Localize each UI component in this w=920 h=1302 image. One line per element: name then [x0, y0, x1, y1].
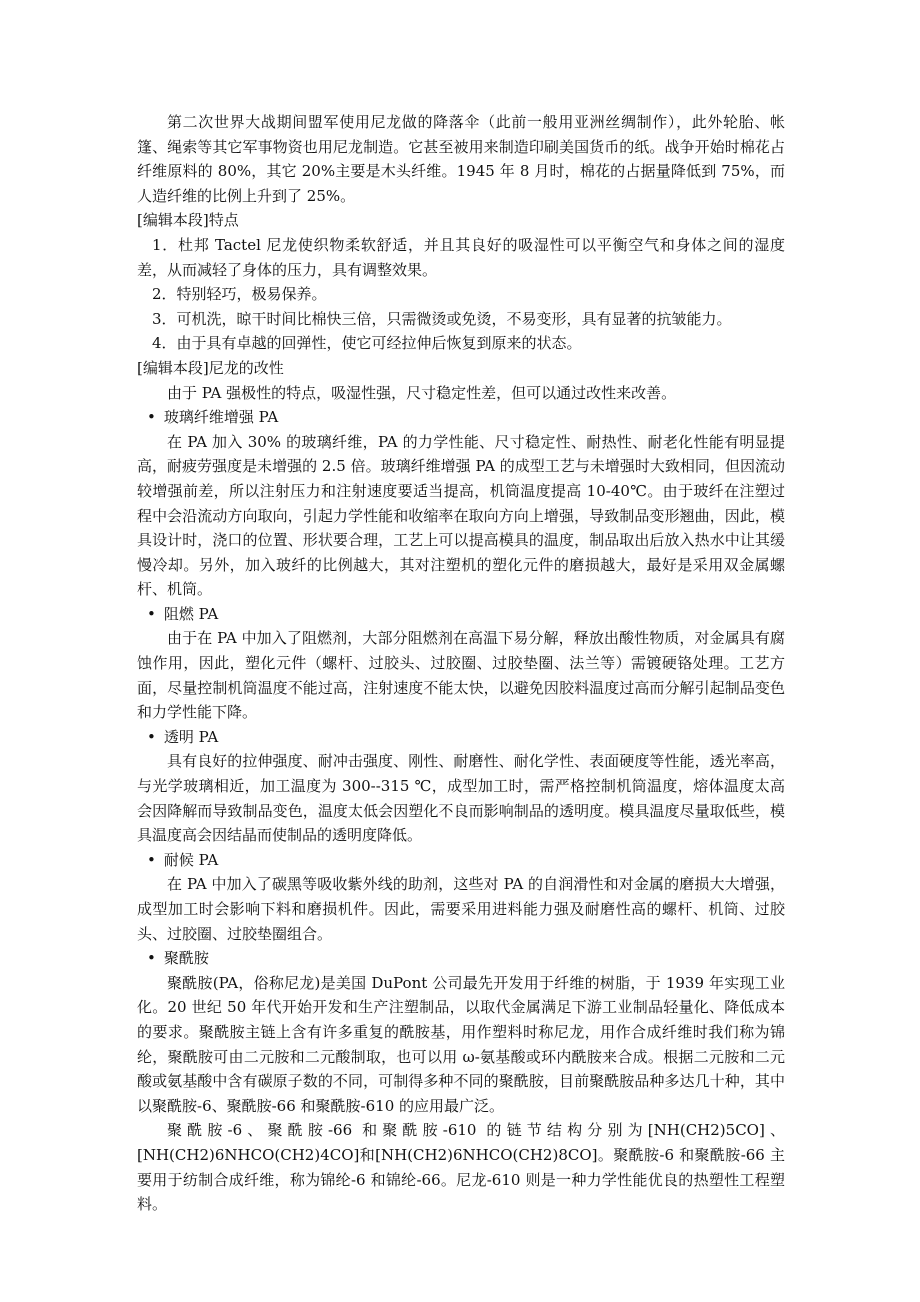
bullet-label: 耐候 PA: [163, 850, 219, 869]
bullet-dot-icon: •: [147, 850, 156, 869]
paragraph-glass-fiber: 在 PA 加入 30% 的玻璃纤维，PA 的力学性能、尺寸稳定性、耐热性、耐老化性能有明显提高，耐疲劳强度是未增强的 2.5 倍。玻璃纤维增强 PA 的成型工艺与未增强时大致相同，但因流动较增强前差，所以注射压力和注射速度要适当提高，机筒温度提高 10-40℃。由于玻纤在注塑过程中会沿流动方向取向，引起力学性能和收缩率在取向方向上增强，导致制品变形翘曲，因此，模具设计时，浇口的位置、形状要合理，工艺上可以提高模具的温度，制品取出后放入热水中让其缓慢冷却。另外，加入玻纤的比例越大，其对注塑机的塑化元件的磨损越大，最好是采用双金属螺杆、机筒。: [137, 432, 785, 599]
bullet-weather-resistant: [137, 848, 785, 873]
paragraph-flame-retardant: 由于在 PA 中加入了阻燃剂，大部分阻燃剂在高温下易分解，释放出酸性物质，对金属具有腐蚀作用，因此，塑化元件（螺杆、过胶头、过胶圈、过胶垫圈、法兰等）需镀硬铬处理。工艺方面，尽量控制机筒温度不能过高，注射速度不能太快，以避免因胶料温度过高而分解引起制品变色和力学性能下降。: [137, 629, 785, 722]
paragraph-transparent: 具有良好的拉伸强度、耐冲击强度、刚性、耐磨性、耐化学性、表面硬度等性能，透光率高，与光学玻璃相近，加工温度为 300--315 ℃，成型加工时，需严格控制机筒温度，熔体温度太高会因降解而导致制品变色，温度太低会因塑化不良而影响制品的透明度。模具温度尽量取低些，模具温度高会因结晶而使制品的透明度降低。: [137, 752, 785, 845]
bullet-dot-icon: •: [147, 727, 156, 746]
bullet-transparent: [137, 725, 785, 750]
paragraph-wartime-nylon: 第二次世界大战期间盟军使用尼龙做的降落伞（此前一般用亚洲丝绸制作），此外轮胎、帐篷、绳索等其它军事物资也用尼龙制造。它甚至被用来制造印刷美国货币的纸。战争开始时棉花占纤维原料的 80%，其它 20%主要是木头纤维。1945 年 8 月时，棉花的占据量降低到 75%，而人造纤维的比例上升到了 25%。: [137, 113, 785, 205]
feature-item-2: 2．特别轻巧，极易保养。: [152, 285, 327, 304]
bullet-label: 聚酰胺: [163, 949, 209, 968]
bullet-dot-icon: •: [147, 408, 156, 427]
paragraph-polyamide-structure: 聚酰胺-6、聚酰胺-66 和聚酰胺-610 的链节结构分别为[NH(CH2)5CO]、[NH(CH2)6NHCO(CH2)4CO]和[NH(CH2)6NHCO(CH2)8CO]。聚酰胺-6 和聚酰胺-66 主要用于纺制合成纤维，称为锦纶-6 和锦纶-66。尼龙-610 则是一种力学性能优良的热塑性工程塑料。: [137, 1121, 785, 1214]
bullet-label: 玻璃纤维增强 PA: [163, 408, 279, 427]
paragraph-weather-resistant: 在 PA 中加入了碳黑等吸收紫外线的助剂，这些对 PA 的自润滑性和对金属的磨损大大增强，成型加工时会影响下料和磨损机件。因此，需要采用进料能力强及耐磨性高的螺杆、机筒、过胶头、过胶圈、过胶垫圈组合。: [137, 875, 785, 943]
bullet-flame-retardant: [137, 602, 785, 627]
bullet-label: 透明 PA: [163, 727, 219, 746]
feature-item-4: 4．由于具有卓越的回弹性，使它可经拉伸后恢复到原来的状态。: [152, 334, 582, 353]
bullet-dot-icon: •: [147, 949, 156, 968]
bullet-label: 阻燃 PA: [163, 604, 219, 623]
document-body: [137, 110, 785, 1217]
bullet-dot-icon: •: [147, 604, 156, 623]
feature-item-1: 1．杜邦 Tactel 尼龙使织物柔软舒适，并且其良好的吸湿性可以平衡空气和身体之间的湿度差，从而减轻了身体的压力，具有调整效果。: [137, 235, 785, 279]
paragraph-modification-intro: 由于 PA 强极性的特点，吸湿性强，尺寸稳定性差，但可以通过改性来改善。: [167, 383, 677, 402]
section-heading-modification: [编辑本段]尼龙的改性: [137, 358, 284, 377]
feature-item-3: 3．可机洗，晾干时间比棉快三倍，只需微烫或免烫，不易变形，具有显著的抗皱能力。: [152, 309, 732, 328]
bullet-glass-fiber: [137, 405, 785, 430]
section-heading-features: [编辑本段]特点: [137, 211, 239, 230]
bullet-polyamide: [137, 946, 785, 971]
paragraph-polyamide-history: 聚酰胺(PA，俗称尼龙)是美国 DuPont 公司最先开发用于纤维的树脂，于 1939 年实现工业化。20 世纪 50 年代开始开发和生产注塑制品，以取代金属满足下游工业制品轻量化、降低成本的要求。聚酰胺主链上含有许多重复的酰胺基，用作塑料时称尼龙，用作合成纤维时我们称为锦纶，聚酰胺可由二元胺和二元酸制取，也可以用 ω-氨基酸或环内酰胺来合成。根据二元胺和二元酸或氨基酸中含有碳原子数的不同，可制得多种不同的聚酰胺，目前聚酰胺品种多达几十种，其中以聚酰胺-6、聚酰胺-66 和聚酰胺-610 的应用最广泛。: [137, 973, 785, 1115]
